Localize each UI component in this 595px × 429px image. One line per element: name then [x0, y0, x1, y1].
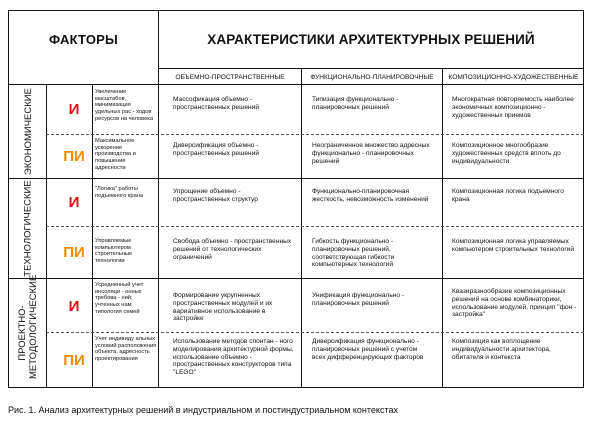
cell-compositional: Квазиразнообразие композиционных решений на основе комбинаторики, использование модулей, принцип "фон - застройка" [452, 288, 577, 319]
characteristics-heading: ХАРАКТЕРИСТИКИ АРХИТЕКТУРНЫХ РЕШЕНИЙ [207, 31, 535, 47]
cell-functional: Диверсификация функционально - планировочных решений с учетом всех дифференцирующих факторов [312, 338, 424, 361]
divider-badge [92, 84, 93, 388]
divider-header-body [8, 84, 584, 85]
cell-compositional: Композиция как воплощение индивидуальности архитектора, обитателя и контекста [452, 338, 551, 361]
cell-volumetric: Формирование укрупненных пространственных модулей и их вариативное использование в застройке [173, 292, 273, 323]
badge-postindustrial: ПИ [63, 351, 85, 369]
factor-description: Максимальное ускорение производства и повышение адресности [95, 138, 136, 171]
cell-functional: Типизация функционально - планировочных решений [312, 96, 399, 111]
cell-compositional: Композиционная логика управляемых компьютером строительных технологий [452, 238, 575, 253]
cell-volumetric: Диверсификация объемно - пространственных решений [173, 142, 260, 157]
factor-description: Управляемые компьютером строительные технологии [95, 238, 133, 265]
column-header-functional: ФУНКЦИОНАЛЬНО-ПЛАНИРОВОЧНЫЕ [310, 73, 434, 81]
divider-group-2 [8, 278, 584, 279]
factor-description: Учет индивиду альных условий расположения объекта, адресность проектирования [95, 336, 157, 363]
cell-functional: Функционально-планировочная жесткость, невозможность изменений [312, 188, 429, 203]
cell-compositional: Многократная повторяемость наиболее экономичных композиционно - художественных приемов [452, 96, 574, 119]
divider-col-2 [442, 68, 443, 388]
cell-functional: Гибкость функционально - планировочных решений, соответствующая гибкости компьютерных технологий [312, 238, 395, 269]
cell-volumetric: Массофикация объемно - пространственных решений [173, 96, 260, 111]
factor-description: "Логика" работы подъемного крана [95, 186, 144, 199]
divider-col-1 [301, 68, 302, 388]
divider-row [46, 332, 584, 333]
cell-volumetric: Использование методов спонтан - ного моделирования архитектурной формы, использование объемно - пространственных конструкторов типа "LEGO" [173, 338, 294, 377]
divider-group [46, 84, 47, 388]
divider-row [46, 226, 584, 227]
group-label-methodological: ПРОЕКТНО- МЕТОДОЛОГИЧЕСКИЕ [17, 274, 39, 379]
cell-volumetric: Упрощение объемно - пространственных структур [173, 188, 258, 203]
cell-functional: Унификация функционально - планировочных решений [312, 292, 405, 307]
badge-industrial: И [68, 297, 80, 315]
cell-functional: Неограниченное множество адресных функционально - планировочных решений [312, 142, 430, 165]
divider-header [158, 68, 584, 69]
column-header-compositional: КОМПОЗИЦИОННО-ХУДОЖЕСТВЕННЫЕ [448, 73, 579, 81]
factors-heading: ФАКТОРЫ [49, 31, 118, 47]
column-header-volumetric: ОБЪЕМНО-ПРОСТРАНСТВЕННЫЕ [175, 73, 285, 81]
badge-industrial: И [68, 100, 80, 118]
cell-compositional: Композиционная логика подъемного крана [452, 188, 564, 203]
badge-postindustrial: ПИ [63, 243, 85, 261]
factor-description: Усредненный учет инсоляци - онных требова - ний; учтенных нам типология семей [95, 282, 144, 315]
divider-group-1 [8, 178, 584, 179]
badge-industrial: И [68, 193, 80, 211]
cell-volumetric: Свобода объемно - пространственных решений от технологических ограничений [173, 238, 292, 261]
group-label-technological: ТЕХНОЛОГИЧЕСКИЕ [22, 179, 34, 277]
divider-row [46, 134, 584, 135]
factor-description: Увеличение масштабов, минимизация удельных рас - ходов ресурсов на человека [95, 89, 154, 122]
cell-compositional: Композиционное многообразие художественных средств вплоть до индивидуальности [452, 142, 561, 165]
figure-caption: Рис. 1. Анализ архитектурных решений в индустриальном и постиндустриальном контекстах [8, 405, 398, 415]
badge-postindustrial: ПИ [63, 147, 85, 165]
group-label-economic: ЭКОНОМИЧЕСКИЕ [22, 87, 34, 175]
